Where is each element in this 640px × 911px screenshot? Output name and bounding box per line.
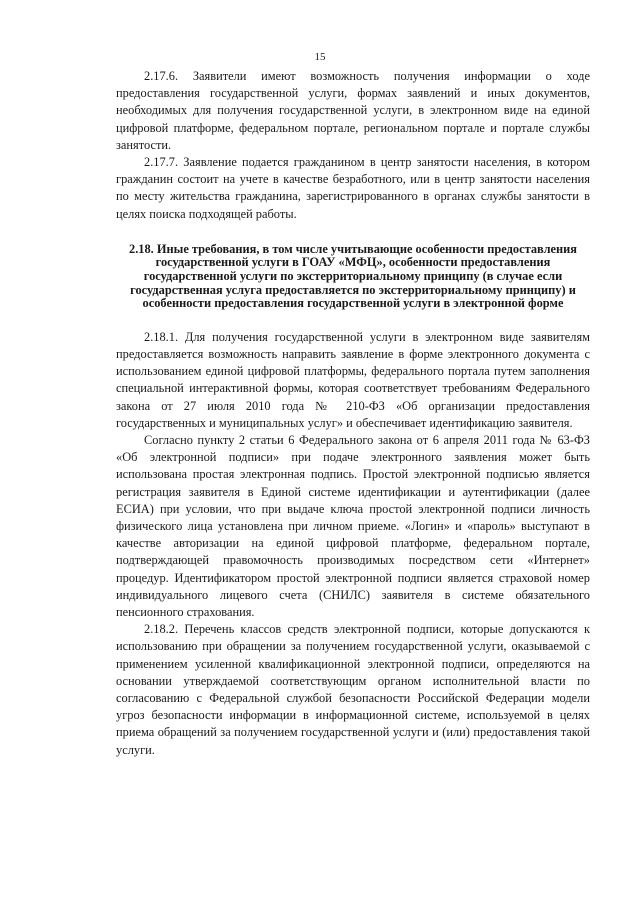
page-number: 15 [314, 51, 326, 63]
document-body [116, 68, 590, 759]
paragraph-2-17-6: 2.17.6. Заявители имеют возможность получения информации о ходе предоставления государственной услуги, формах заявлений и иных документов, необходимых для получения государственной услуги, в электронном виде на единой цифровой платформе, федеральном портале, региональном портале и портале службы занятости. [116, 69, 590, 152]
paragraph-electronic-signature: Согласно пункту 2 статьи 6 Федерального закона от 6 апреля 2011 года № 63-ФЗ «Об электронной подписи» при подаче электронного заявления может быть использована простая электронная подпись. Простой электронной подписью является регистрация заявителя в Единой системе идентификации и аутентификации (далее ЕСИА) при условии, что при выдаче ключа простой электронной подписи личность физического лица установлена при личном приеме. «Логин» и «пароль» выступают в качестве авторизации на единой цифровой платформе, федеральном портале, подтверждающей правомочность производимых посредством сети «Интернет» процедур. Идентификатором простой электронной подписи является страховой номер индивидуального лицевого счета (СНИЛС) заявителя в системе обязательного пенсионного страхования. [116, 433, 590, 620]
paragraph-2-18-2: 2.18.2. Перечень классов средств электронной подписи, которые допускаются к использованию при обращении за получением государственной услуги, оказываемой с применением усиленной квалификационной электронной подписи, определяются на основании утверждаемой соответствующим органом исполнительной власти по согласованию с Федеральной службой безопасности Российской Федерации модели угроз безопасности информации в информационной системе, используемой в целях приема обращений за получением государственной услуги и (или) предоставления такой услуги. [116, 622, 590, 757]
paragraph-2-17-7: 2.17.7. Заявление подается гражданином в центр занятости населения, в котором гражданин состоит на учете в качестве безработного, или в центр занятости населения по месту жительства гражданина, зарегистрированного в органах службы занятости в целях поиска подходящей работы. [116, 155, 590, 221]
paragraph-2-18-1: 2.18.1. Для получения государственной услуги в электронном виде заявителям предоставляется возможность направить заявление в форме электронного документа с использованием единой цифровой платформы, федерального портала путем заполнения специальной интерактивной формы, которая соответствует требованиям Федерального закона от 27 июля 2010 года № 210-ФЗ «Об организации предоставления государственных и муниципальных услуг» и обеспечивает идентификацию заявителя. [116, 329, 590, 430]
section-heading-2-18: 2.18. Иные требования, в том числе учитывающие особенности предоставления государственной услуги в ГОАУ «МФЦ», особенности предоставления государственной услуги по экстерриториальному принципу (в случае если государственная услуга предоставляется по экстерриториальному принципу) и особенности предоставления государственной услуги в электронной форме [129, 241, 577, 311]
